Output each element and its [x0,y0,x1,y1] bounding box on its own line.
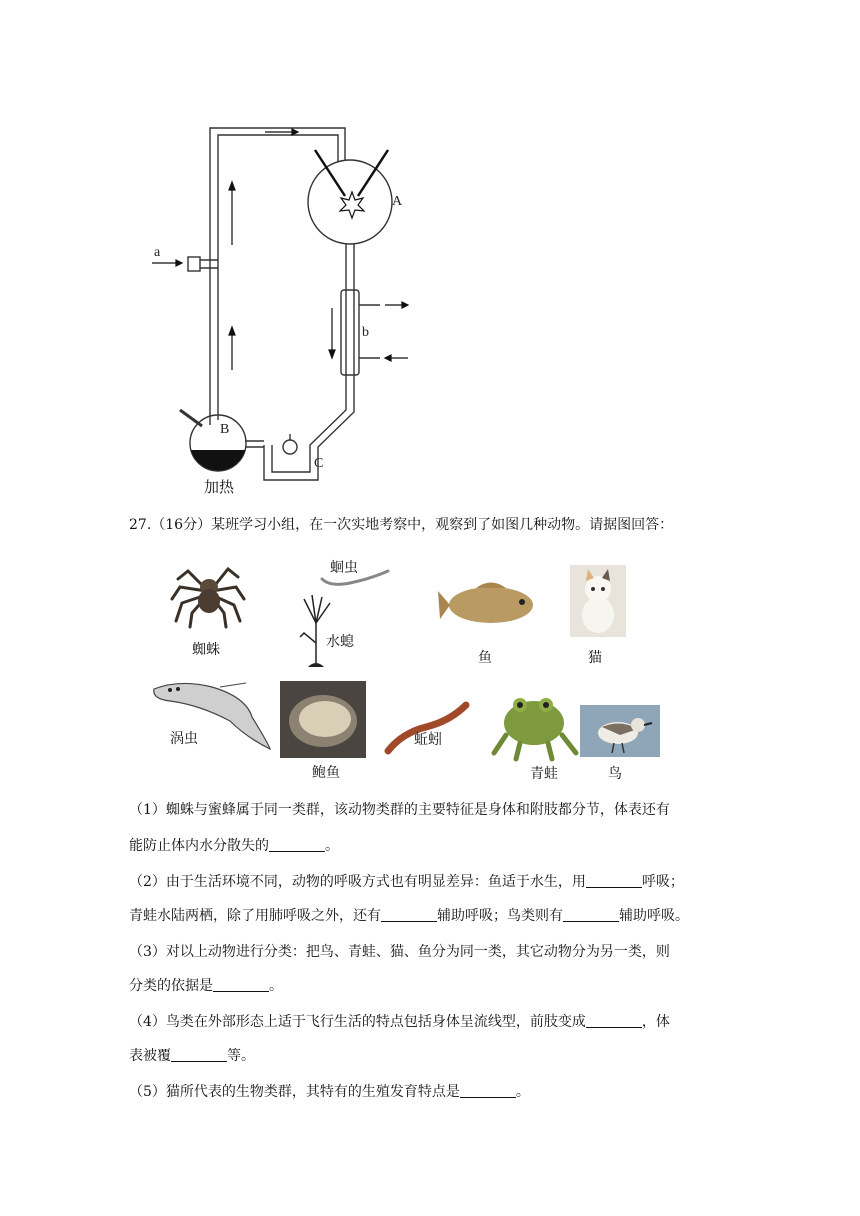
frog-image [490,687,580,767]
frog-label: 青蛙 [530,766,558,782]
bird-label: 鸟 [608,766,622,782]
q2-line2 [129,906,749,926]
flatworm-label: 涡虫 [170,731,198,747]
animal-figure [140,555,700,790]
q2-text-a: （2）由于生活环境不同，动物的呼吸方式也有明显差异：鱼适于水生，用 [129,874,586,890]
label-a: a [154,245,161,260]
q3-line2 [129,976,749,996]
q3-text-end: 。 [269,978,283,994]
q3-blank[interactable] [213,977,269,992]
q5-text-end: 。 [515,1084,530,1100]
q3-line1 [129,942,749,962]
spider-image [168,559,248,633]
label-b: b [362,325,369,340]
q4-line2 [129,1046,749,1066]
cat-image [570,565,626,641]
miller-apparatus-diagram [140,110,440,500]
spider-label: 蜘蛛 [192,642,220,658]
cat-label: 猫 [588,650,602,666]
q1-text-b: 能防止体内水分散失的 [129,838,269,854]
q1-text-a: （1）蜘蛛与蜜蜂属于同一类群，该动物类群的主要特征是身体和附肢都分节，体表还有 [129,802,670,818]
bird-image [580,705,660,761]
q1-text-end: 。 [325,838,339,854]
q2-text-b-mid: 辅助呼吸；鸟类则有 [437,908,563,924]
q1-line2 [129,836,749,856]
label-A: A [392,194,403,209]
q4-blank-1[interactable] [586,1013,642,1028]
q5-text: （5）猫所代表的生物类群，其特有的生殖发育特点是 [129,1084,460,1100]
q2-line1 [129,872,749,892]
q1-blank[interactable] [269,837,325,852]
q4-text-a-end: ，体 [641,1014,670,1030]
q2-text-b-end: 辅助呼吸。 [619,908,689,924]
heat-label: 加热 [204,478,235,496]
q2-blank-2[interactable] [381,907,437,922]
q4-text-a: （4）鸟类在外部形态上适于飞行生活的特点包括身体呈流线型，前肢变成 [129,1014,586,1030]
q4-blank-2[interactable] [171,1047,227,1062]
fish-label: 鱼 [478,650,492,666]
abalone-label: 鲍鱼 [312,765,340,781]
question-27-title: 27.（16分）某班学习小组，在一次实地考察中，观察到了如图几种动物。请据图回答： [129,517,674,533]
roundworm-label: 蛔虫 [330,560,358,576]
flatworm-image [150,677,272,756]
q2-text-a-end: 呼吸； [641,874,684,890]
q4-line1 [129,1012,749,1032]
q4-text-b-end: 等。 [227,1048,255,1064]
label-C: C [314,456,324,471]
label-B: B [220,422,230,437]
q3-text-b: 分类的依据是 [129,978,213,994]
fish-image [436,575,541,639]
apparatus-drawing [140,110,440,500]
q4-text-b: 表被覆 [129,1048,171,1064]
q5-line [129,1082,749,1102]
earthworm-label: 蚯蚓 [414,732,442,748]
q3-text-a: （3）对以上动物进行分类：把鸟、青蛙、猫、鱼分为同一类，其它动物分为另一类，则 [129,944,670,960]
q2-blank-3[interactable] [563,907,619,922]
q2-blank-1[interactable] [586,873,642,888]
q2-text-b: 青蛙水陆两栖，除了用肺呼吸之外，还有 [129,908,381,924]
q1-line1 [129,800,749,820]
q5-blank[interactable] [460,1083,516,1098]
abalone-image [280,681,366,762]
hydra-label: 水螅 [326,634,354,650]
